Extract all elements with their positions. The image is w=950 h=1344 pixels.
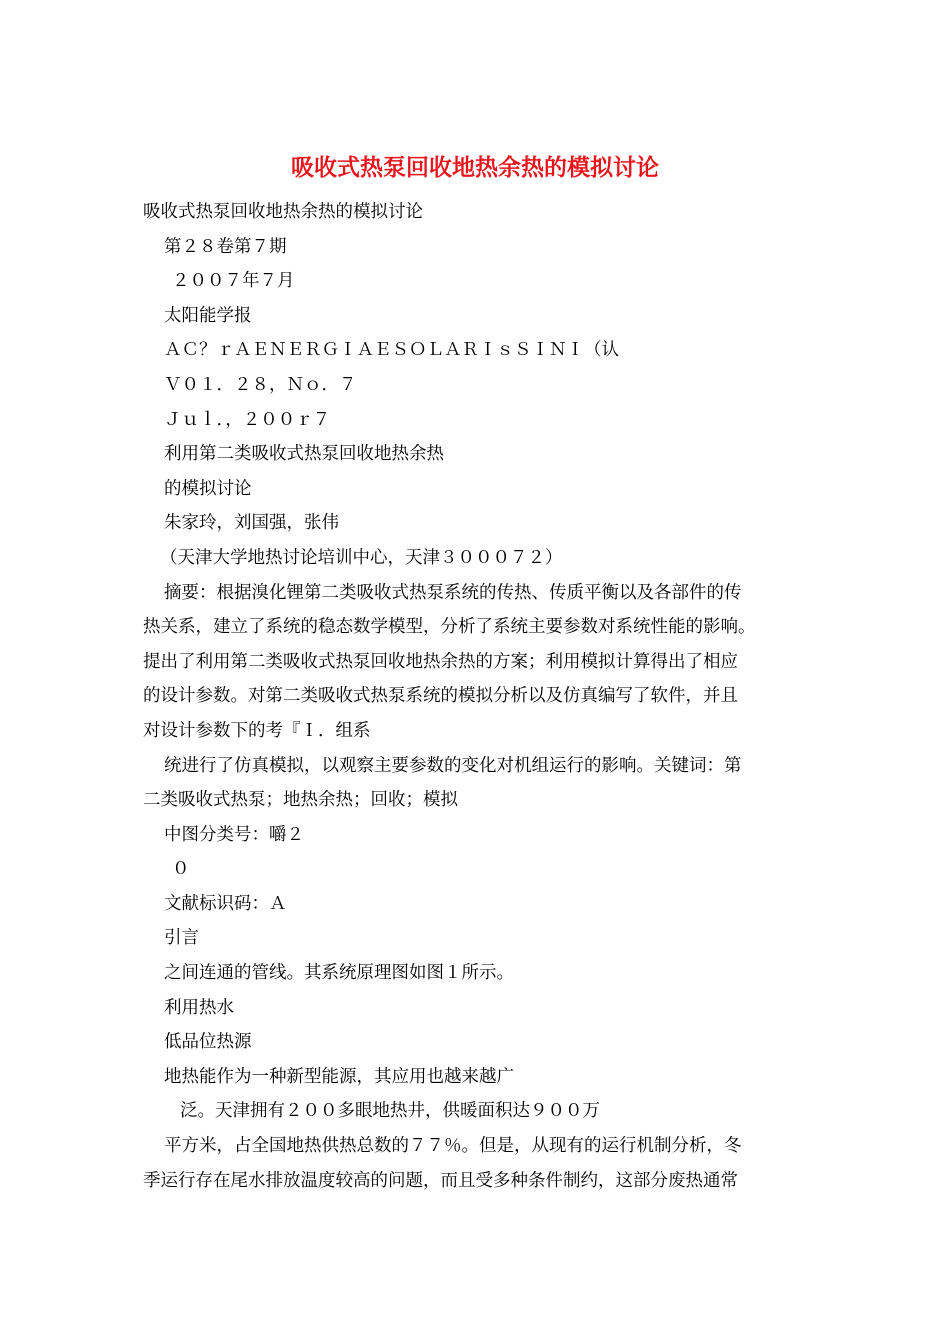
- text-line: 平方米，占全国地热供热总数的７７％。但是，从现有的运行机制分析，冬: [164, 1136, 742, 1157]
- text-line: 低品位热源: [164, 1032, 252, 1053]
- text-line: 泛。天津拥有２００多眼地热井，供暖面积达９００万: [180, 1101, 600, 1122]
- text-line: 的模拟讨论: [164, 478, 252, 499]
- text-line: Ｖ０１．２８，Ｎｏ．７: [164, 374, 357, 395]
- text-line: ０: [172, 859, 190, 880]
- text-line: 统进行了仿真模拟，以观察主要参数的变化对机组运行的影响。关键词：第: [164, 755, 742, 776]
- text-line: 热关系，建立了系统的稳态数学模型，分析了系统主要参数对系统性能的影响。: [143, 617, 756, 638]
- text-line: 的设计参数。对第二类吸收式热泵系统的模拟分析以及仿真编写了软件，并且: [143, 686, 738, 707]
- text-line: 朱家玲，刘国强，张伟: [164, 513, 339, 534]
- text-line: 之间连通的管线。其系统原理图如图１所示。: [164, 963, 514, 984]
- text-line: 提出了利用第二类吸收式热泵回收地热余热的方案；利用模拟计算得出了相应: [143, 651, 738, 672]
- text-line: 地热能作为一种新型能源，其应用也越来越广: [164, 1066, 514, 1087]
- text-line: 二类吸收式热泵；地热余热；回收；模拟: [143, 790, 458, 811]
- text-line: 对设计参数下的考『Ｉ．组系: [143, 720, 371, 741]
- text-line: 第２８卷第７期: [164, 236, 287, 257]
- text-line: （天津大学地热讨论培训中心，天津３０００７２）: [160, 547, 563, 568]
- text-line: Ｊｕｌ．，２００ｒ７: [164, 409, 331, 430]
- text-line: 文献标识码：Ａ: [164, 893, 287, 914]
- text-line: 利用热水: [164, 997, 234, 1018]
- text-line: 吸收式热泵回收地热余热的模拟讨论: [143, 202, 423, 222]
- text-line: 利用第二类吸收式热泵回收地热余热: [164, 444, 444, 465]
- text-line: 引言: [164, 928, 199, 949]
- document-body: [143, 195, 807, 1198]
- text-line: 摘要：根据溴化锂第二类吸收式热泵系统的传热、传质平衡以及各部件的传: [164, 582, 742, 603]
- text-line: 季运行存在尾水排放温度较高的问题，而且受多种条件制约，这部分废热通常: [143, 1170, 738, 1191]
- text-line: 中图分类号：嚼２: [164, 824, 304, 845]
- document-title: 吸收式热泵回收地热余热的模拟讨论: [291, 154, 659, 181]
- text-line: ＡＣ？ｒＡＥＮＥＲＧＩＡＥＳＯＬＡＲＩｓＳＩＮＩ（认: [164, 340, 619, 361]
- text-line: ２００７年７月: [172, 271, 295, 292]
- text-line: 太阳能学报: [164, 305, 252, 326]
